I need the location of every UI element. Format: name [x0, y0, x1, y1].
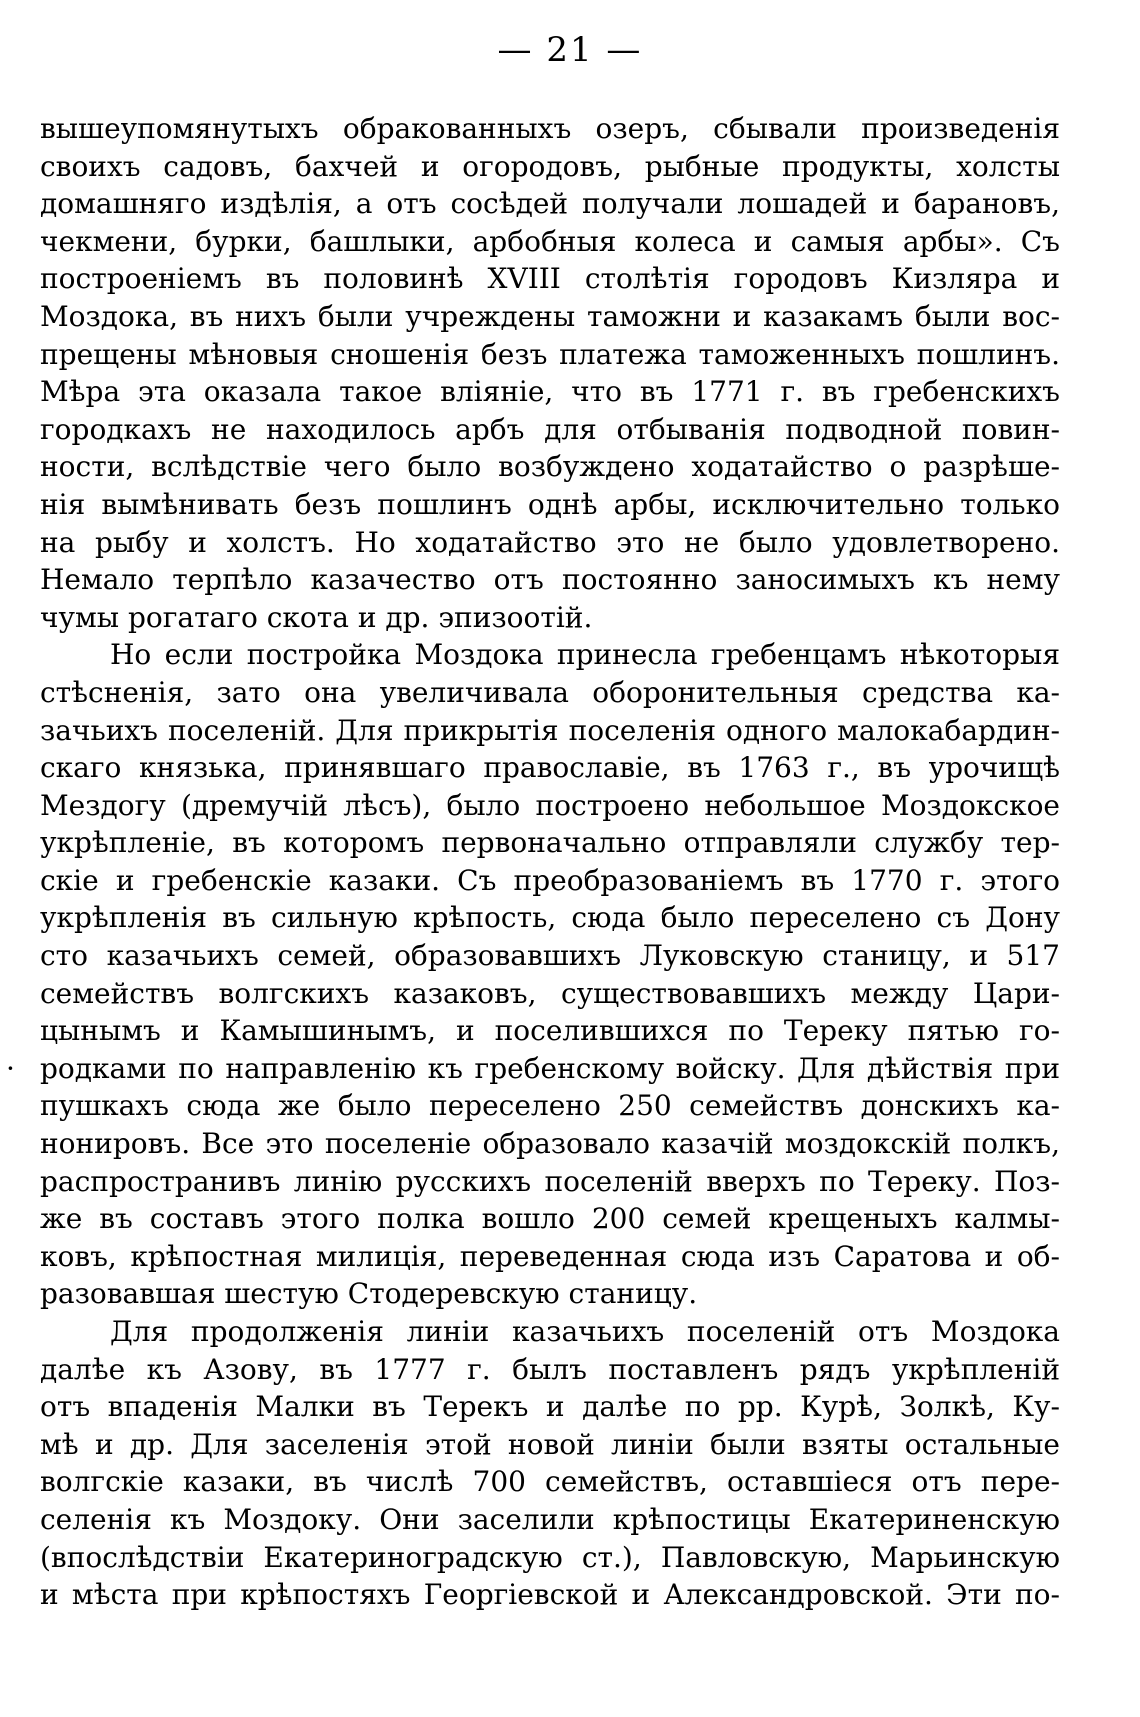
text-line: вышеупомянутыхъ обракованныхъ озеръ, сбывали произведенія — [40, 112, 1060, 145]
text-line: нонировъ. Все это поселеніе образовало казачій моздокскій полкъ, — [40, 1127, 1060, 1161]
text-line: Мѣра эта оказала такое вліяніе, что въ 1771 г. въ гребенскихъ — [40, 375, 1060, 409]
text-line: Для продолженія линіи казачьихъ поселеній отъ Моздока — [110, 1315, 1060, 1348]
text-line: цынымъ и Камышинымъ, и поселившихся по Тереку пятью го- — [40, 1014, 1060, 1048]
text-line: стѣсненія, зато она увеличивала оборонительныя средства ка- — [40, 675, 1060, 709]
text-line: (впослѣдствіи Екатериноградскую ст.), Павловскую, Марьинскую — [40, 1540, 1060, 1574]
text-line: нія вымѣнивать безъ пошлинъ однѣ арбы, исключительно только — [40, 487, 1060, 521]
text-line: домашняго издѣлія, а отъ сосѣдей получали лошадей и барановъ, — [40, 187, 1060, 221]
text-line: пушкахъ сюда же было переселено 250 семействъ донскихъ ка- — [40, 1089, 1060, 1123]
text-line: городкахъ не находилось арбъ для отбыванія подводной повин- — [40, 412, 1060, 446]
text-line: Моздока, въ нихъ были учреждены таможни и казакамъ были вос- — [40, 299, 1060, 333]
text-line: ности, вслѣдствіе чего было возбуждено ходатайство о разрѣше- — [40, 450, 1060, 484]
text-line: и мѣста при крѣпостяхъ Георгіевской и Александровской. Эти по- — [40, 1578, 1060, 1612]
text-line: же въ составъ этого полка вошло 200 семей крещеныхъ калмы- — [40, 1202, 1060, 1236]
page-number: — 21 — — [497, 30, 643, 70]
text-line: волгскіе казаки, въ числѣ 700 семействъ, оставшіеся отъ пере- — [40, 1465, 1060, 1499]
text-line: своихъ садовъ, бахчей и огородовъ, рыбные продукты, холсты — [40, 149, 1060, 183]
text-line: чекмени, бурки, башлыки, арбобныя колеса и самыя арбы». Съ — [40, 224, 1060, 258]
margin-mark: · — [6, 1052, 15, 1085]
text-line: чумы рогатаго скота и др. эпизоотій. — [40, 600, 593, 634]
text-line: на рыбу и холстъ. Но ходатайство это не было удовлетворено. — [40, 525, 1060, 559]
text-line: сто казачьихъ семей, образовавшихъ Луковскую станицу, и 517 — [40, 939, 1060, 973]
text-line: семействъ волгскихъ казаковъ, существовавшихъ между Цари- — [40, 976, 1060, 1010]
text-line: укрѣпленія въ сильную крѣпость, сюда было переселено съ Дону — [40, 901, 1060, 935]
text-line: Но если постройка Моздока принесла гребенцамъ нѣкоторыя — [110, 638, 1060, 672]
text-line: далѣе къ Азову, въ 1777 г. былъ поставленъ рядъ укрѣпленій — [40, 1352, 1060, 1386]
text-line: скаго князька, принявшаго православіе, въ 1763 г., въ урочищѣ — [40, 751, 1060, 785]
text-line: укрѣпленіе, въ которомъ первоначально отправляли службу тер- — [40, 826, 1060, 860]
text-line: Немало терпѣло казачество отъ постоянно заносимыхъ къ нему — [40, 563, 1060, 597]
text-line: отъ впаденія Малки въ Терекъ и далѣе по рр. Курѣ, Золкѣ, Ку- — [40, 1390, 1060, 1424]
text-line: построеніемъ въ половинѣ XVIII столѣтія городовъ Кизляра и — [40, 262, 1060, 296]
text-line: распространивъ линію русскихъ поселеній вверхъ по Тереку. Поз- — [40, 1164, 1060, 1198]
page-body-text — [40, 110, 1060, 1614]
text-line: родками по направленію къ гребенскому войску. Для дѣйствія при — [40, 1051, 1060, 1085]
text-line: прещены мѣновыя сношенія безъ платежа таможенныхъ пошлинъ. — [40, 337, 1060, 371]
text-line: разовавшая шестую Стодеревскую станицу. — [40, 1277, 698, 1311]
text-line: скіе и гребенскіе казаки. Съ преобразованіемъ въ 1770 г. этого — [40, 863, 1060, 897]
text-line: ковъ, крѣпостная милиція, переведенная сюда изъ Саратова и об- — [40, 1239, 1060, 1273]
text-line: селенія къ Моздоку. Они заселили крѣпостицы Екатериненскую — [40, 1502, 1060, 1536]
text-line: мѣ и др. Для заселенія этой новой линіи были взяты остальные — [40, 1427, 1060, 1461]
text-line: зачьихъ поселеній. Для прикрытія поселенія одного малокабардин- — [40, 713, 1060, 747]
text-line: Мездогу (дремучій лѣсъ), было построено небольшое Моздокское — [40, 788, 1060, 822]
